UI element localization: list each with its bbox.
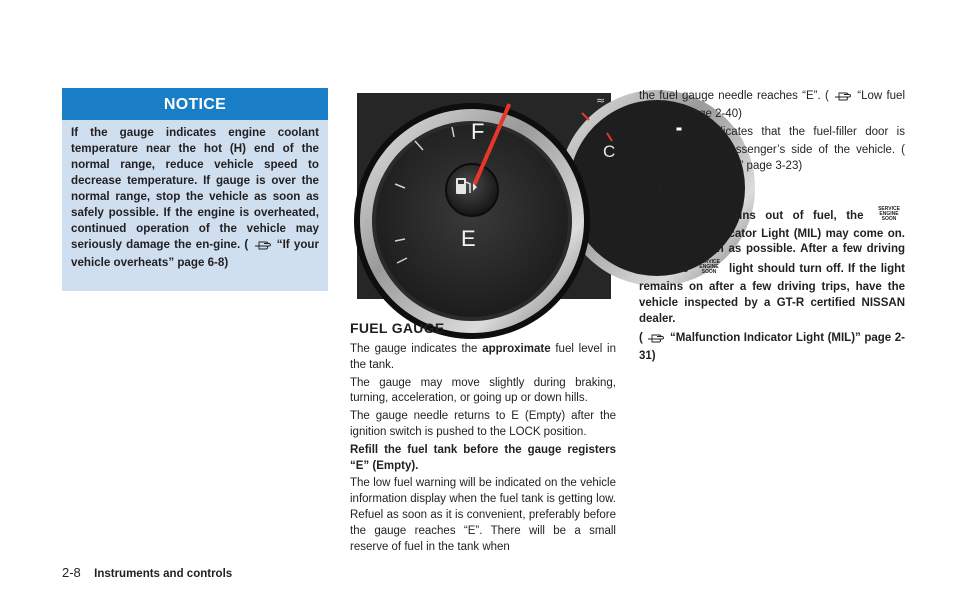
fuel-gauge-text [350,342,616,557]
fuel-gauge-dial [354,103,590,339]
paragraph-needle-returns: The gauge needle returns to E (Empty) after the ignition switch is pushed to the LOCK position. [350,410,616,438]
notice-reference: “If your vehicle overheats” page 6-8) [71,238,320,269]
service-engine-soon-icon [696,258,722,280]
paragraph-approximate [350,342,616,374]
page-footer [62,565,232,580]
mil-icon-line: SERVICE [697,259,720,266]
reference-hand-icon [254,238,272,255]
fuel-door-indicator-icon [673,125,693,144]
text-run: “Low fuel warning” page 2-40) [639,90,905,120]
service-engine-soon-icon [876,205,902,227]
note-text [639,205,905,328]
reference-hand-icon [647,331,665,349]
notice-text-main: If the gauge indicates engine coolant temperature near the hot (H) end of the normal range, reduce vehicle speed to decrease temperature. If gauge is over the normal range, stop the vehicle as soon as safely possible. If the engine is overheated, continued operation of the vehicle may seriously damage the en-gine. ( [71,126,319,251]
text-run: indicates that the fuel-filler door is located on the passenger’s side of the vehicle. ( [639,125,905,157]
text-run: the fuel gauge needle reaches “E”. ( [639,90,829,102]
mil-icon-line: SOON [701,269,717,276]
paragraph-refill: Refill the fuel tank before the gauge registers “E” (Empty). [350,443,616,472]
svg-text:≈: ≈ [596,94,606,107]
text-run: Malfunction Indicator Light (MIL) may come on. Refuel as soon as possible. After a few driving trips, the [639,227,905,276]
text-run: “Fuel-filler door” page 3-23) [662,160,803,173]
reference-hand-icon [640,159,658,177]
notice-title: NOTICE [62,88,328,120]
text-run: light should turn off. If the light remains on after a few driving trips, have the vehicle inspected by a GT-R certified NISSAN dealer. [639,263,906,325]
text-run: If the vehicle runs out of fuel, the [639,209,864,222]
paragraph-fuel-door [639,125,905,177]
notice-text [62,120,328,271]
text-run-bold: approximate [482,343,551,355]
gauge-label-f: F [471,119,485,144]
notice-box [62,88,328,291]
text-run: ( [639,332,643,345]
reference-hand-icon [834,89,852,107]
text-run: “Malfunction Indicator Light (MIL)” page 2-31) [639,332,905,363]
section-title: Instruments and controls [94,568,233,580]
section-heading-fuel-gauge: FUEL GAUGE [350,320,445,336]
mil-icon-line: SERVICE [878,205,900,212]
paragraph-needle-moves: The gauge may move slightly during braking, turning, acceleration, or going up or down hills. [350,376,616,405]
right-column-text [639,89,905,367]
text-run: The [639,125,659,138]
gauge-label-c: C [603,142,616,161]
page-number: 2-8 [62,565,81,580]
mil-icon-line: ENGINE [879,210,899,217]
note-reference [639,331,905,365]
mil-icon-line: ENGINE [699,264,719,271]
text-run: The gauge indicates the [350,343,483,355]
gauge-label-e: E [461,226,476,251]
fuel-gauge-illustration [357,93,616,299]
text-run: fuel level in the tank. [350,343,617,371]
paragraph-reaches-e [639,89,905,123]
mil-icon-line: SOON [881,215,897,222]
paragraph-low-fuel-warning: The low fuel warning will be indicated on the vehicle information display when the fuel tank is getting low. Refuel as soon as it is convenient, preferably before the gauge reaches “E”. There will be a small reserve of fuel in the tank when [350,477,616,553]
note-label: NOTE: [639,183,675,196]
